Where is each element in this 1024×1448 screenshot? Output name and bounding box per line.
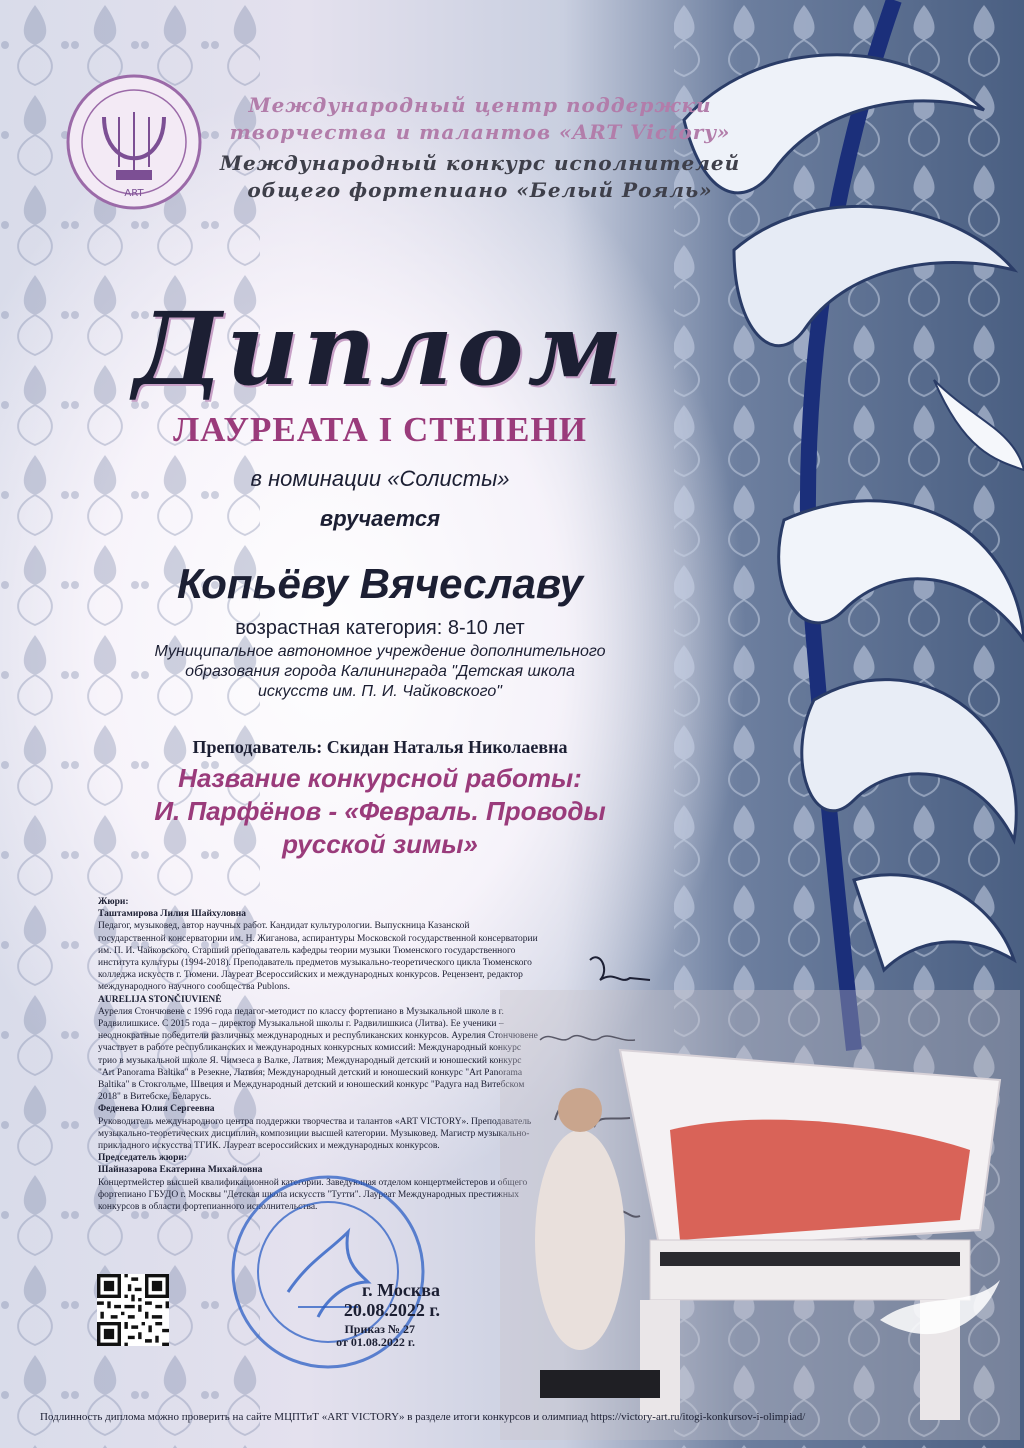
recipient-name: Копьёву Вячеславу — [176, 560, 583, 607]
verification-note: Подлинность диплома можно проверить на сайте МЦПТиТ «ART VICTORY» в разделе итоги конкурсов и олимпиад https://victory-art.ru/itogi-konkursov-i-olimpiad/ — [40, 1411, 806, 1423]
school-line-2: образования города Калининграда "Детская школа — [185, 663, 575, 680]
work-line-2: И. Парфёнов - «Февраль. Проводы — [154, 796, 606, 826]
jury-member-name: AURELIJA STONČIUVIENĖ — [98, 994, 222, 1005]
art-victory-logo — [64, 72, 204, 212]
age-category: возрастная категория: 8-10 лет — [235, 617, 525, 639]
contest-line-2: общего фортепиано «Белый Рояль» — [247, 178, 713, 202]
jury-member-name: Шайназарова Екатерина Михайловна — [98, 1165, 263, 1176]
order-info — [290, 1323, 415, 1349]
school-name — [100, 642, 660, 702]
jury-member-name: Феденева Юлия Сергеевна — [98, 1104, 215, 1115]
jury-member-bio: Концертмейстер высшей квалификационной категории. Заведующая отделом концертмейстеров и общего фортепиано ГБУДО г. Москвы "Детская школа искусств "Тутти". Лауреат Международных престижных конкурсов в области фортепианного исполнительства. — [98, 1177, 528, 1213]
organizer-line-1: Международный центр поддержки — [248, 93, 712, 117]
svg-text:ART: ART — [124, 188, 144, 199]
damask-pattern-left — [0, 0, 260, 1448]
contest-line-1: Международный конкурс исполнителей — [219, 151, 741, 175]
piano-illustration — [500, 990, 1020, 1440]
work-title — [80, 762, 680, 861]
jury-member-name: Таштамирова Лилия Шайхуловна — [98, 909, 247, 920]
jury-member-bio: Педагог, музыковед, автор научных работ. Кандидат культурологии. Выпускница Казанской государственной консерватории им. Н. Жиганова, аспирантуры Московской государственной консерватории им. П. И. Чайковского. Старший преподаватель кафедры теории музыки Тюменского государственного института культуры (1994-2018). Преподаватель предметов музыкально-теоретического цикла Тюменского колледжа искусств г. Тюмени. Лауреат Всероссийских и международных конкурсов. Рецензент, редактор международного научного сообщества Publons. — [98, 921, 538, 993]
jury-member-bio: Руководитель международного центра поддержки творчества и талантов «ART VICTORY». Преподаватель музыкально-теоретических дисциплин, композиции высшей категории. Музыковед. Магистр музыкально-прикладного искусства ТГИК. Лауреат всероссийских и международных конкурсов. — [98, 1116, 532, 1152]
jury-chair-heading: Председатель жюри: — [98, 1153, 187, 1164]
place-date — [290, 1280, 440, 1320]
issue-date: 20.08.2022 г. — [343, 1300, 440, 1320]
order-number: Приказ № 27 — [344, 1322, 415, 1336]
organizer-line-2: творчества и талантов «ART Victory» — [229, 120, 731, 144]
work-line-1: Название конкурсной работы: — [178, 763, 582, 793]
work-line-3: русской зимы» — [282, 829, 478, 859]
jury-member-bio: Аурелия Стончювене с 1996 года педагог-методист по классу фортепиано в Музыкальной школе в г. Радвилишкисе. С 2015 года – директор Музыкальной школы г. Радвилишкиса (Литва). Ее ученики – неоднократные победители различных международных и республиканских конкурсов. Аурелия Стончювене участвует в работе республиканских и международных конкурсных комиссий: Международный конкурс трио в музыкальной школе Я. Чимзеса в Валке, Латвия; Международный детский и юношеский конкурс "Art Panorama Baltika" в Резекне, Латвия; Международный детский и юношеский конкурс "Art Panorama Baltika" в Стокгольме, Швеция и Международный детский и юношеский конкурс "Радуга над Витебском 2018" в Витебске, Беларусь. — [98, 1006, 538, 1103]
order-date: от 01.08.2022 г. — [336, 1335, 415, 1349]
city: г. Москва — [362, 1280, 440, 1300]
awarded-label: вручается — [319, 506, 441, 531]
jury-heading: Жюри: — [98, 897, 129, 907]
teacher-name: Преподаватель: Скидан Наталья Николаевна — [192, 737, 568, 757]
school-line-1: Муниципальное автономное учреждение дополнительного — [154, 643, 606, 660]
diploma-title: Диплом — [133, 290, 627, 408]
contest-name — [200, 150, 760, 204]
laureate-degree: ЛАУРЕАТА I СТЕПЕНИ — [173, 410, 587, 449]
school-line-3: искусств им. П. И. Чайковского" — [258, 683, 502, 700]
organizer-name — [200, 92, 760, 146]
jury-section — [98, 896, 538, 1213]
verification-qr-code[interactable] — [97, 1274, 169, 1346]
nomination: в номинации «Солисты» — [250, 466, 510, 491]
